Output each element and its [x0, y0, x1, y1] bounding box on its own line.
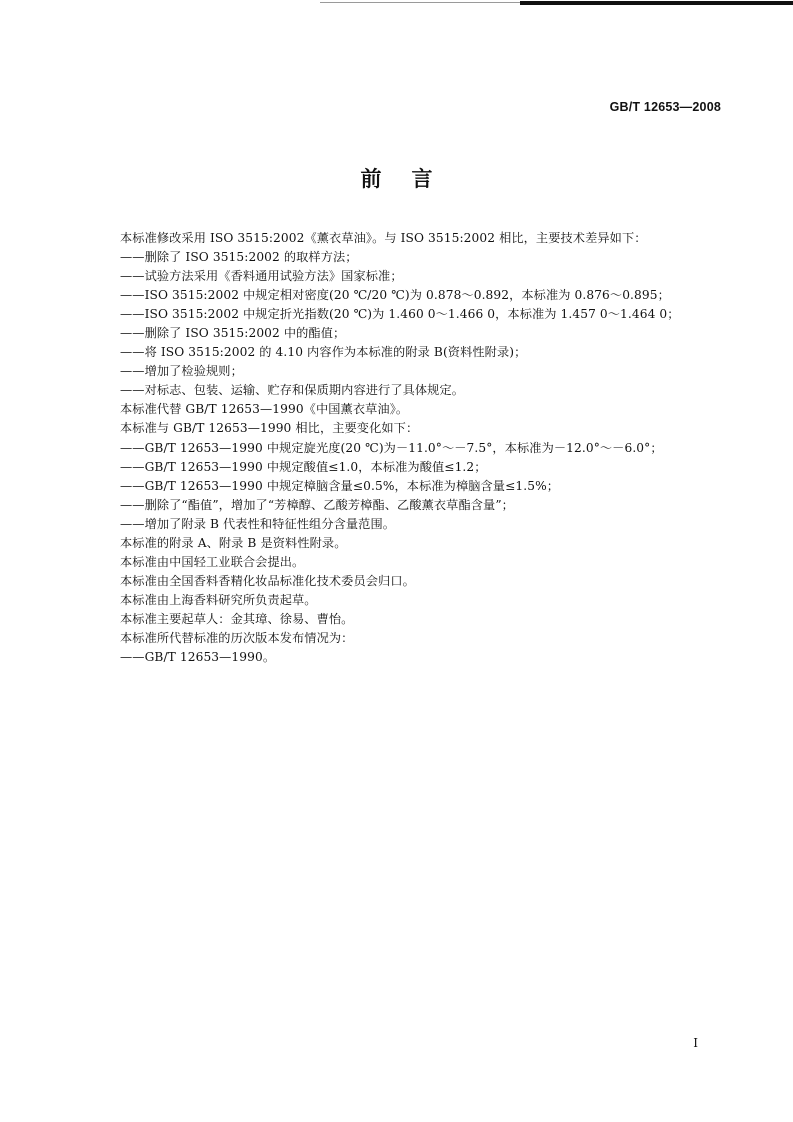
- scan-edge-line-light: [320, 2, 520, 3]
- list-item: ——对标志、包装、运输、贮存和保质期内容进行了具体规定。: [120, 383, 465, 398]
- list-item: ——将 ISO 3515:2002 的 4.10 内容作为本标准的附录 B(资料性附录)；: [120, 345, 527, 360]
- list-item: ——GB/T 12653—1990 中规定旋光度(20 ℃)为－11.0°～－7.5°，本标准为－12.0°～－6.0°；: [120, 440, 663, 455]
- list-item: ——ISO 3515:2002 中规定折光指数(20 ℃)为 1.460 0～1.466 0，本标准为 1.457 0～1.464 0；: [120, 307, 680, 322]
- paragraph-line: 本标准的附录 A、附录 B 是资料性附录。: [120, 535, 347, 550]
- paragraph-line: 本标准由全国香料香精化妆品标准化技术委员会归口。: [120, 573, 415, 588]
- paragraph-line: 本标准与 GB/T 12653—1990 相比，主要变化如下：: [120, 421, 419, 436]
- paragraph-line: 本标准修改采用 ISO 3515:2002《薰衣草油》。与 ISO 3515:2002 相比，主要技术差异如下：: [120, 231, 647, 245]
- document-code: GB/T 12653—2008: [609, 100, 721, 114]
- list-item: ——删除了 ISO 3515:2002 的取样方法；: [120, 250, 358, 265]
- paragraph-line: 本标准由上海香料研究所负责起草。: [120, 592, 317, 607]
- paragraph-line: 本标准主要起草人：金其璋、徐易、曹怡。: [120, 611, 354, 626]
- paragraph-line: 本标准代替 GB/T 12653—1990《中国薰衣草油》。: [120, 402, 409, 417]
- section-title: 前言: [360, 167, 463, 191]
- list-item: ——GB/T 12653—1990 中规定樟脑含量≤0.5%，本标准为樟脑含量≤1.5%；: [120, 478, 560, 493]
- list-item: ——GB/T 12653—1990。: [120, 650, 276, 665]
- list-item: ——增加了附录 B 代表性和特征性组分含量范围。: [120, 516, 396, 531]
- scan-edge-line: [0, 0, 793, 5]
- foreword-body: [120, 229, 720, 667]
- list-item: ——ISO 3515:2002 中规定相对密度(20 ℃/20 ℃)为 0.878～0.892，本标准为 0.876～0.895；: [120, 288, 670, 303]
- list-item: ——试验方法采用《香料通用试验方法》国家标准；: [120, 269, 403, 284]
- page-number: I: [693, 1036, 698, 1050]
- scan-edge-line-dark: [520, 1, 793, 5]
- list-item: ——增加了检验规则；: [120, 364, 243, 379]
- paragraph-line: 本标准所代替标准的历次版本发布情况为：: [120, 630, 354, 645]
- list-item: ——GB/T 12653—1990 中规定酸值≤1.0，本标准为酸值≤1.2；: [120, 459, 487, 474]
- list-item: ——删除了 ISO 3515:2002 中的酯值；: [120, 326, 346, 341]
- paragraph-line: 本标准由中国轻工业联合会提出。: [120, 554, 305, 569]
- list-item: ——删除了“酯值”，增加了“芳樟醇、乙酸芳樟酯、乙酸薰衣草酯含量”；: [120, 497, 514, 512]
